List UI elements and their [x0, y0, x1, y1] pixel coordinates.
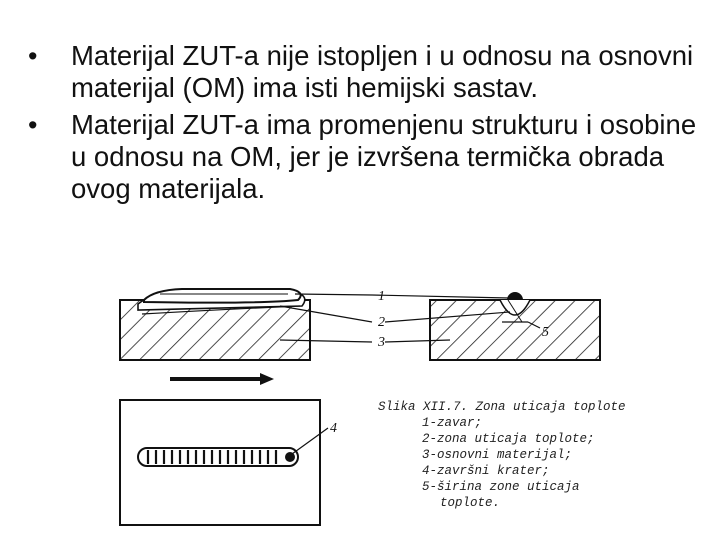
caption-tail: toplote.: [440, 496, 501, 510]
caption-item-1: 1-zavar;: [422, 416, 483, 430]
label-2: 2: [378, 315, 385, 330]
bullet-dot: •: [28, 41, 38, 71]
bullet-list: [26, 40, 706, 210]
cross-section-diagram: [430, 292, 600, 360]
direction-arrow-icon: [170, 373, 274, 385]
caption-item-4: 4-završni krater;: [422, 464, 550, 478]
longitudinal-section-diagram: [120, 289, 310, 360]
label-4: 4: [330, 421, 337, 436]
figure-caption: [378, 400, 626, 510]
caption-item-3: 3-osnovni materijal;: [422, 448, 573, 462]
bullet-item-2: [26, 109, 706, 205]
caption-item-2: 2-zona uticaja toplote;: [422, 432, 595, 446]
caption-title: Slika XII.7. Zona uticaja toplote: [378, 400, 626, 414]
bullet-item-1: [26, 40, 706, 104]
bullet-text-2: Materijal ZUT-a ima promenjenu strukturu i osobine u odnosu na OM, jer je izvršena termička obrada ovog materijala.: [71, 109, 697, 204]
plan-view-diagram: [120, 400, 328, 525]
bullet-text-1: Materijal ZUT-a nije istopljen i u odnosu na osnovni materijal (OM) ima isti hemijski sastav.: [71, 40, 694, 103]
caption-item-5: 5-širina zone uticaja: [422, 480, 580, 494]
label-1: 1: [378, 289, 385, 304]
weld-heat-affected-zone-figure: [110, 270, 630, 532]
bullet-dot: •: [28, 110, 38, 140]
label-5: 5: [542, 325, 549, 340]
label-3: 3: [378, 335, 385, 350]
